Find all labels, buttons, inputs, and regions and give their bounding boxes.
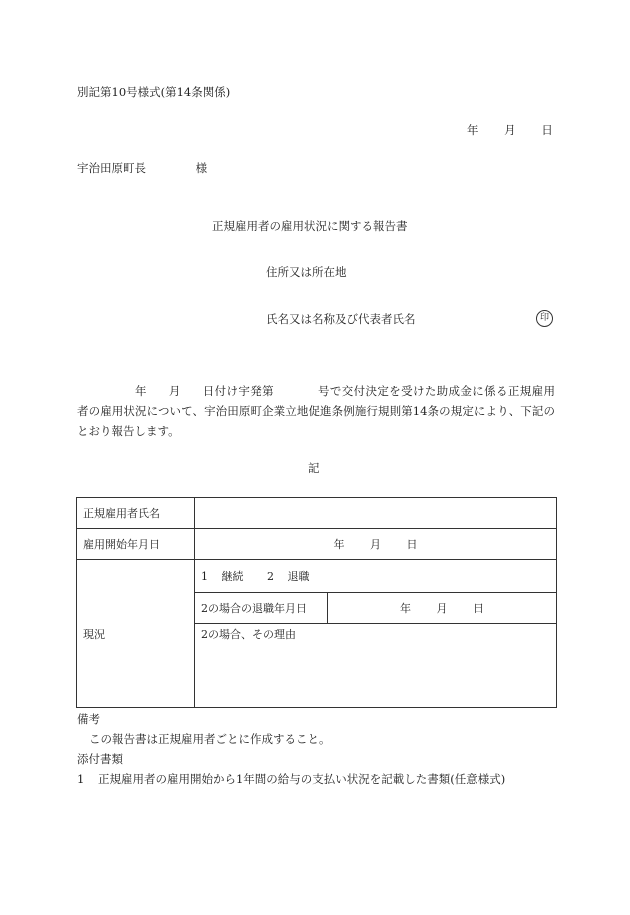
option-continue: 継続 — [221, 570, 244, 584]
row-employee-name — [77, 498, 557, 529]
start-date-day: 日 — [406, 538, 418, 551]
name-label: 氏名又は名称及び代表者氏名 — [266, 312, 416, 326]
addressee-honorific: 様 — [195, 161, 208, 175]
start-date-month: 月 — [370, 538, 381, 551]
retire-date-month: 月 — [436, 601, 448, 615]
start-date-label: 雇用開始年月日 — [77, 529, 195, 560]
form-number: 別記第10号様式(第14条関係) — [77, 85, 231, 99]
attachment-item-text: 正規雇用者の雇用開始から1年間の給与の支払い状況を記載した書類(任意様式) — [97, 772, 506, 786]
retire-date-day: 日 — [473, 601, 484, 615]
attachment-item — [77, 771, 505, 787]
attachment-item-number: 1 — [77, 772, 85, 786]
employee-name-value[interactable] — [195, 498, 557, 529]
attachments-heading: 添付書類 — [77, 752, 123, 766]
retire-date-value[interactable] — [328, 592, 557, 623]
retire-date-year: 年 — [400, 601, 411, 615]
date-month: 月 — [504, 123, 516, 137]
body-year: 年 — [135, 384, 147, 398]
addressee — [77, 160, 207, 176]
body-text: 号で交付決定を受けた助成金に係る正規雇用者の雇用状況について、宇治田原町企業立地促進条例施行規則第14条の規定により、下記のとおり報告します。 — [77, 384, 556, 438]
employee-name-label: 正規雇用者氏名 — [77, 498, 195, 529]
notes-text: この報告書は正規雇用者ごとに作成すること。 — [89, 732, 331, 746]
date-year: 年 — [467, 123, 479, 137]
start-date-year: 年 — [333, 538, 345, 551]
reason-cell[interactable] — [195, 623, 556, 706]
seal-mark: 印 — [536, 310, 553, 327]
body-month: 月 — [168, 384, 181, 398]
option-2-number: 2 — [267, 570, 274, 584]
address-label: 住所又は所在地 — [266, 265, 347, 279]
status-label: 現況 — [77, 560, 195, 708]
status-options[interactable] — [195, 561, 556, 592]
page-title: 正規雇用者の雇用状況に関する報告書 — [212, 219, 408, 233]
report-table — [76, 497, 557, 708]
status-cell — [195, 560, 557, 708]
ki-heading: 記 — [308, 461, 320, 475]
option-1-number: 1 — [201, 570, 208, 584]
body-dated: 日付け宇発第 — [202, 384, 274, 398]
status-inner-table — [195, 561, 556, 706]
row-status — [77, 560, 557, 708]
date-day: 日 — [541, 123, 553, 137]
retire-date-label: 2の場合の退職年月日 — [195, 592, 328, 623]
row-start-date — [77, 529, 557, 560]
date-line — [467, 122, 553, 138]
addressee-name: 宇治田原町長 — [77, 161, 146, 175]
body-paragraph — [77, 381, 555, 441]
start-date-value[interactable] — [195, 529, 557, 560]
reason-label: 2の場合、その理由 — [201, 627, 296, 641]
option-retire: 退職 — [287, 570, 310, 584]
notes-heading: 備考 — [77, 712, 100, 726]
